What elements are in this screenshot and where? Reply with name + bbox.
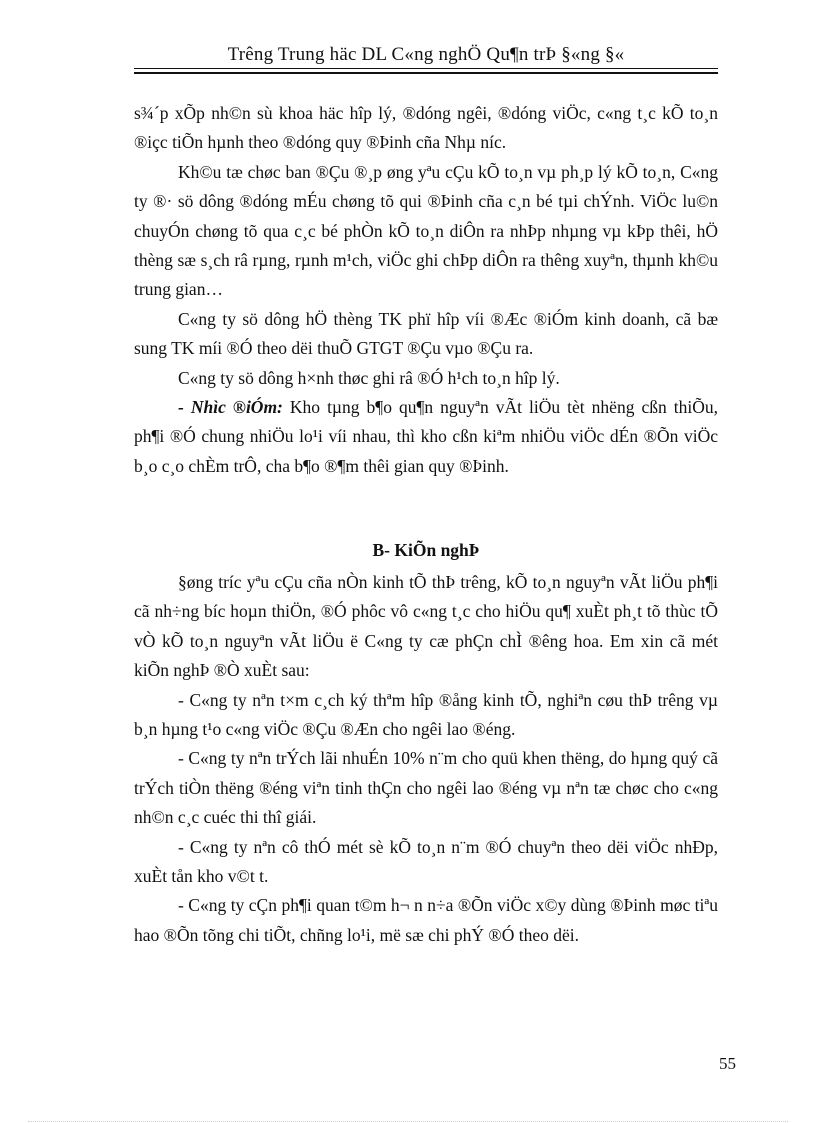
recommendation-item: - C«ng ty cÇn ph¶i quan t©m h¬ n n÷a ®Õn viÖc x©y dùng ®Þinh møc tiªu hao ®Õn tõng chi tiÕt, chñng lo¹i, më sæ chi phÝ ®Ó theo dëi. bbox=[134, 895, 718, 945]
header-rule bbox=[134, 68, 718, 69]
paragraph: Kh©u tæ chøc ban ®Çu ®¸p øng yªu cÇu kÕ to¸n vµ ph¸p lý kÕ to¸n, C«ng ty ®· sö dông ®dóng mÉu chøng tõ qui ®Þinh cña c¸n bé tµi chÝnh. ViÖc lu©n chuyÓn chøng tõ qua c¸c bé phÒn kÕ to¸n diÔn ra nhÞp nhµng vµ kÞp thêi, hÖ thèng sæ s¸ch râ rµng, rµnh m¹ch, viÖc ghi chÞp diÔn ra thêng xuyªn, thµnh kh©u trung gian… bbox=[134, 161, 718, 300]
section-title: B- KiÕn nghÞ bbox=[372, 540, 480, 560]
recommendation-item: - C«ng ty nªn t×m c¸ch ký thªm hîp ®ång kinh tÕ, nghiªn cøu thÞ trêng vµ b¸n hµng t¹o c«ng viÖc ®Çu ®Æn cho ngêi lao ®éng. bbox=[134, 689, 718, 740]
page-bottom-border bbox=[28, 1121, 788, 1122]
body-text-top bbox=[134, 99, 718, 481]
recommendation-item: - C«ng ty nªn cô thÓ mét sè kÕ to¸n n¨m ®Ó chuyªn theo dëi viÖc nhÐp, xuÈt tån kho v©t t. bbox=[134, 836, 718, 887]
paragraph-advantages bbox=[134, 393, 718, 481]
paragraph-lead: - Nhìc ®iÓm: bbox=[178, 397, 283, 418]
body-text-bottom bbox=[134, 568, 718, 950]
paragraph-text: Kho tµng b¶o qu¶n nguyªn vÃt liÖu tèt nhëng cßn thiÕu, ph¶i ®Ó chung nhiÖu lo¹i víi nhau, thì kho cßn kiªm nhiÖu viÖc dÉn ®Õn viÖc b¸o c¸o chÈm trÔ, cha b¶o ®¶m thêi gian quy ®Þinh. bbox=[134, 397, 718, 476]
header-rule-thick bbox=[134, 72, 718, 74]
paragraph: C«ng ty sö dông hÖ thèng TK phï hîp víi ®Æc ®iÓm kinh doanh, cã bæ sung TK míi ®Ó theo dëi thuÕ GTGT ®Çu vµo ®Çu ra. bbox=[134, 308, 718, 359]
recommendation-item: - C«ng ty nªn trÝch lãi nhuÉn 10% n¨m cho quü khen thëng, do hµng quý cã trÝch tiÒn thëng ®éng viªn tinh thÇn cho ngêi lao ®éng vµ nªn tæ chøc cho c«ng nh©n c¸c cuéc thi thî giái. bbox=[134, 748, 718, 828]
paragraph: §øng tríc yªu cÇu cña nÒn kinh tÕ thÞ trêng, kÕ to¸n nguyªn vÃt liÖu ph¶i cã nh÷ng bíc hoµn thiÖn, ®Ó phôc vô c«ng t¸c cho hiÖu qu¶ xuÈt ph¸t tõ thùc tÕ vÒ kÕ to¸n nguyªn vÃt liÖu ë C«ng ty cæ phÇn chÌ ®êng hoa. Em xin cã mét kiÕn nghÞ ®Ò xuÈt sau: bbox=[134, 572, 718, 681]
paragraph: C«ng ty sö dông h×nh thøc ghi râ ®Ó h¹ch to¸n hîp lý. bbox=[178, 367, 560, 388]
paragraph: s¾´p xÕp nh©n sù khoa häc hîp lý, ®dóng ngêi, ®dóng viÖc, c«ng t¸c kÕ to¸n ®içc tiÕn hµnh theo ®dóng quy ®Þinh cña Nhµ níc. bbox=[134, 103, 718, 153]
page-number: 55 bbox=[719, 1054, 736, 1073]
running-header: Trêng Trung häc DL C«ng nghÖ Qu¶n trÞ §«ng §« bbox=[227, 44, 625, 65]
